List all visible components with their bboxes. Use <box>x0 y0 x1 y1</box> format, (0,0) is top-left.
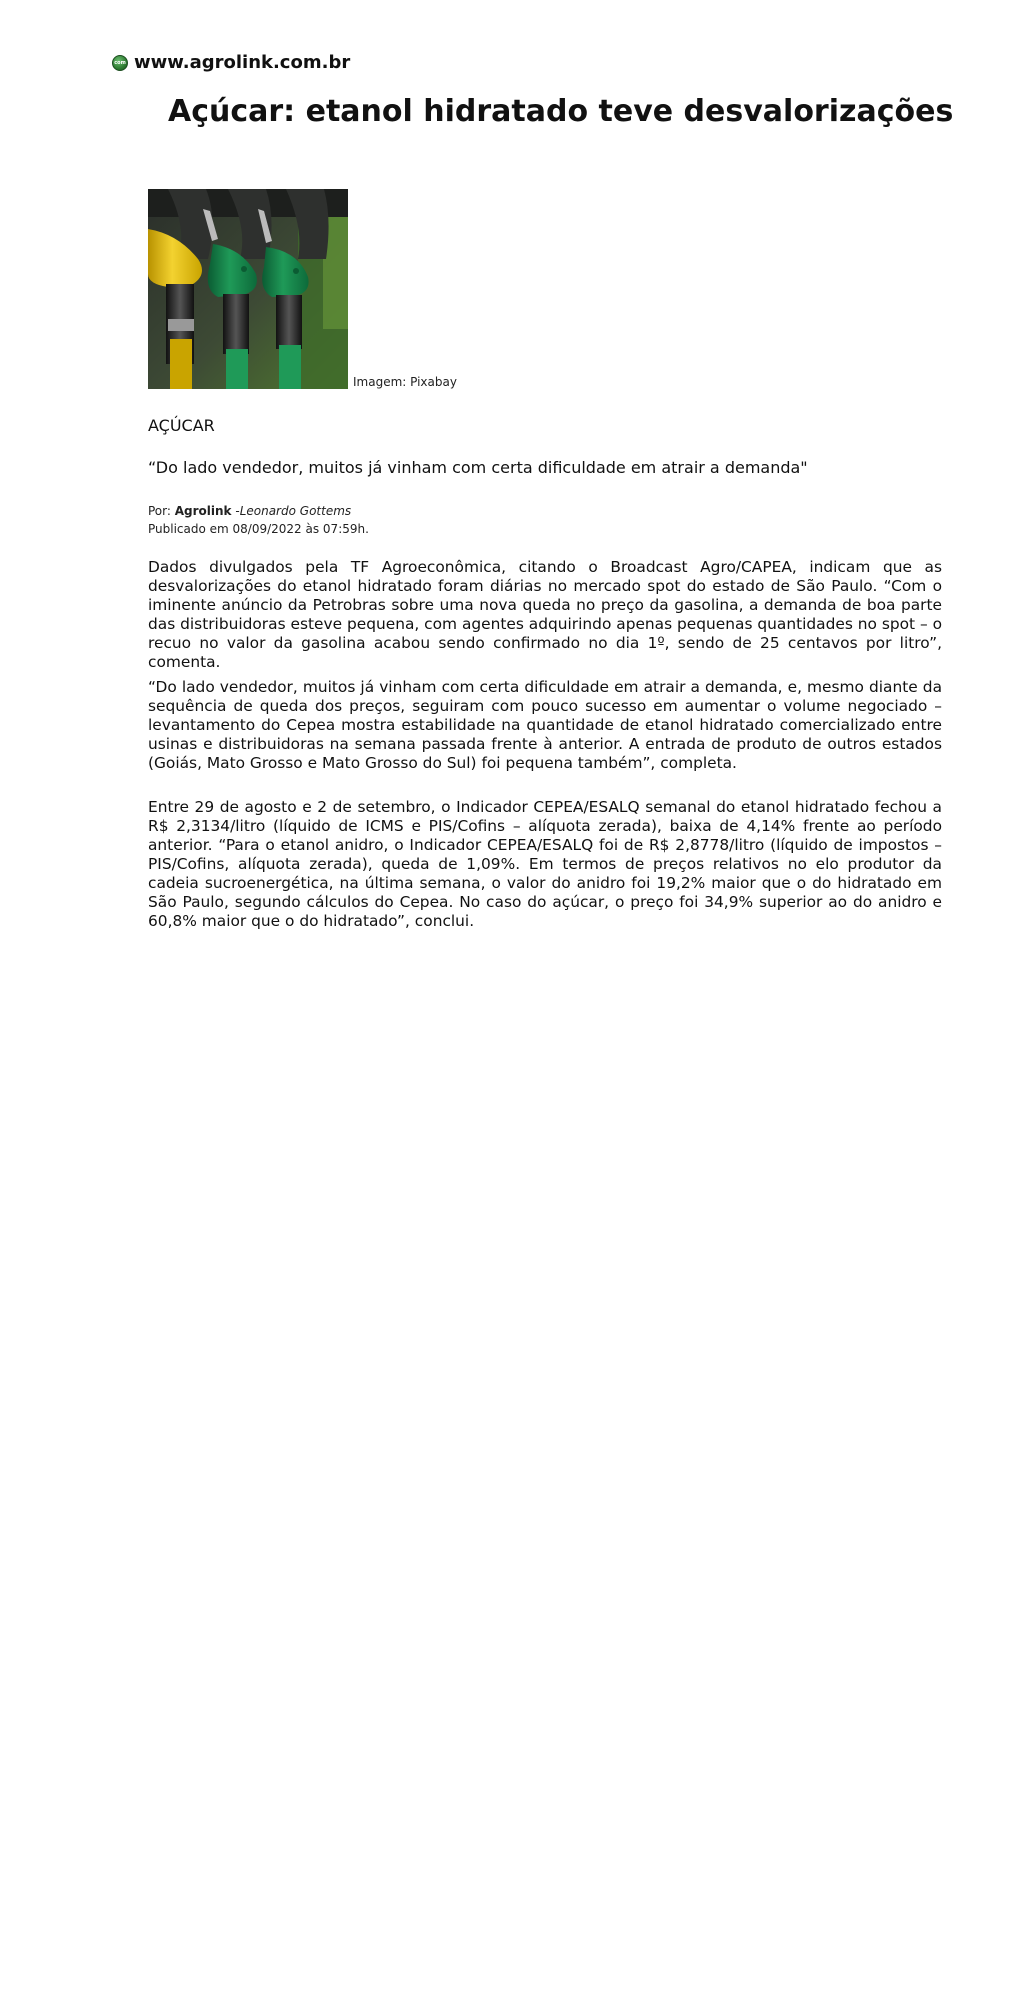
site-header <box>112 52 350 73</box>
article-paragraph-1: Dados divulgados pela TF Agroeconômica, citando o Broadcast Agro/CAPEA, indicam que as desvalorizações do etanol hidratado foram diárias no mercado spot do estado de São Paulo. “Com o iminente anúncio da Petrobras sobre uma nova queda no preço da gasolina, a demanda de boa parte das distribuidoras esteve pequena, com agentes adquirindo apenas pequenas quantidades no spot – o recuo no valor da gasolina acabou sendo confirmado no dia 1º, sendo de 25 centavos por litro”, comenta. <box>148 558 942 671</box>
article-paragraph-3: Entre 29 de agosto e 2 de setembro, o Indicador CEPEA/ESALQ semanal do etanol hidratado fechou a R$ 2,3134/litro (líquido de ICMS e PIS/Cofins – alíquota zerada), baixa de 4,14% frente ao período anterior. “Para o etanol anidro, o Indicador CEPEA/ESALQ foi de R$ 2,8778/litro (líquido de impostos – PIS/Cofins, alíquota zerada), queda de 1,09%. Em termos de preços relativos no elo produtor da cadeia sucroenergética, na última semana, o valor do anidro foi 19,2% maior que o do hidratado em São Paulo, segundo cálculos do Cepea. No caso do açúcar, o preço foi 34,9% superior ao do anidro e 60,8% maior que o do hidratado”, conclui. <box>148 798 942 930</box>
byline-author: Leonardo Gottems <box>239 504 352 518</box>
agrolink-logo-icon[interactable]: com <box>112 55 128 71</box>
byline-prefix: Por: <box>148 504 175 518</box>
byline-separator: - <box>231 504 240 518</box>
article-title: Açúcar: etanol hidratado teve desvalorizações <box>168 94 954 129</box>
byline-source[interactable]: Agrolink <box>174 504 232 518</box>
image-caption: Imagem: Pixabay <box>353 375 457 389</box>
site-url-link[interactable]: www.agrolink.com.br <box>134 52 351 73</box>
fuel-pump-nozzles-photo <box>148 189 348 389</box>
article-category: AÇÚCAR <box>148 416 215 435</box>
byline-line <box>148 502 942 520</box>
article-byline <box>148 502 942 538</box>
article-figure <box>148 189 457 389</box>
article-subtitle: “Do lado vendedor, muitos já vinham com certa dificuldade em atrair a demanda" <box>148 458 808 477</box>
article-paragraph-2: “Do lado vendedor, muitos já vinham com certa dificuldade em atrair a demanda, e, mesmo diante da sequência de queda dos preços, seguiram com pouco sucesso em aumentar o volume negociado – levantamento do Cepea mostra estabilidade na quantidade de etanol hidratado comercializado entre usinas e distribuidoras na semana passada frente à anterior. A entrada de produto de outros estados (Goiás, Mato Grosso e Mato Grosso do Sul) foi pequena também”, completa. <box>148 678 942 772</box>
published-date: Publicado em 08/09/2022 às 07:59h. <box>148 522 369 536</box>
